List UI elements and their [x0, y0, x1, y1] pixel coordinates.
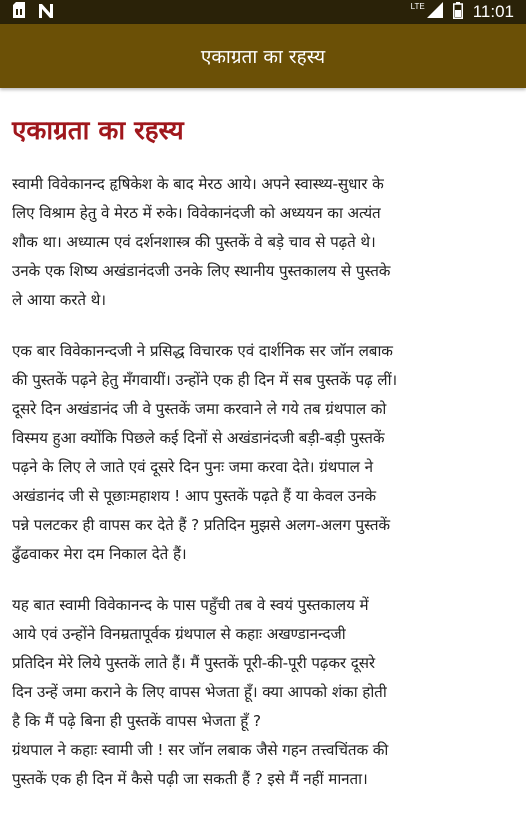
- article-paragraph: [12, 591, 518, 794]
- paragraph-line: ले आया करते थे।: [12, 291, 106, 309]
- paragraph-line: दिन उन्हें जमा कराने के लिए वापस भेजता हूँ। क्या आपको शंका होती: [12, 683, 387, 701]
- article-paragraph: [12, 170, 518, 315]
- paragraph-line: पन्ने पलटकर ही वापस कर देते हैं ? प्रतिदिन मुझसे अलग-अलग पुस्तकें: [12, 516, 390, 534]
- paragraph-line: ग्रंथपाल ने कहाः स्वामी जी ! सर जॉन लबाक जैसे गहन तत्त्वचिंतक की: [12, 741, 389, 759]
- app-bar: [0, 24, 526, 88]
- paragraph-line: विस्मय हुआ क्योंकि पिछले कई दिनों से अखंडानंदजी बड़ी-बड़ी पुस्तकें: [12, 429, 385, 447]
- battery-icon: [453, 2, 463, 23]
- sim-card-icon: [12, 2, 26, 22]
- paragraph-line: प्रतिदिन मेरे लिये पुस्तकें लाते हैं। मैं पुस्तकें पूरी-की-पूरी पढ़कर दूसरे: [12, 654, 375, 672]
- paragraph-line: उनके एक शिष्य अखंडानंदजी उनके लिए स्थानीय पुस्तकालय से पुस्तके: [12, 262, 391, 280]
- paragraph-line: है कि मैं पढ़े बिना ही पुस्तकें वापस भेजता हूँ ?: [12, 712, 261, 730]
- notification-n-icon: [38, 3, 54, 22]
- paragraph-line: ढुँढवाकर मेरा दम निकाल देते हैं।: [12, 545, 187, 563]
- paragraph-line: अखंडानंद जी से पूछाःमहाशय ! आप पुस्तकें पढ़ते हैं या केवल उनके: [12, 487, 376, 505]
- paragraph-line: पढ़ने के लिए ले जाते एवं दूसरे दिन पुनः जमा करवा देते। ग्रंथपाल ने: [12, 458, 373, 476]
- paragraph-line: लिए विश्राम हेतु वे मेरठ में रुके। विवेकानंदजी को अध्ययन का अत्यंत: [12, 204, 381, 222]
- status-bar: [0, 0, 526, 24]
- article-paragraph: [12, 337, 518, 569]
- article-title: एकाग्रता का रहस्य: [12, 116, 184, 146]
- paragraph-line: शौक था। अध्यात्म एवं दर्शनशास्त्र की पुस्तकें वे बड़े चाव से पढ़ते थे।: [12, 233, 376, 251]
- paragraph-line: दूसरे दिन अखंडानंद जी वे पुस्तकें जमा करवाने ले गये तब ग्रंथपाल को: [12, 400, 387, 418]
- paragraph-line: पुस्तकें एक ही दिन में कैसे पढ़ी जा सकती हैं ? इसे मैं नहीं मानता।: [12, 770, 368, 788]
- paragraph-line: एक बार विवेकानन्दजी ने प्रसिद्ध विचारक एवं दार्शनिक सर जॉन लबाक: [12, 342, 393, 360]
- signal-icon: [427, 2, 443, 22]
- app-bar-title: एकाग्रता का रहस्य: [200, 46, 326, 68]
- paragraph-line: यह बात स्वामी विवेकानन्द के पास पहुँची तब वे स्वयं पुस्तकालय में: [12, 596, 369, 614]
- paragraph-line: स्वामी विवेकानन्द हृषिकेश के बाद मेरठ आये। अपने स्वास्थ्य-सुधार के: [12, 175, 384, 193]
- article-content[interactable]: [12, 104, 518, 816]
- clock-time: 11:01: [472, 2, 514, 21]
- paragraph-line: की पुस्तकें पढ़ने हेतु मँगवायीं। उन्होंने एक ही दिन में सब पुस्तकें पढ़ लीं।: [12, 371, 398, 389]
- paragraph-line: आये एवं उन्होंने विनम्रतापूर्वक ग्रंथपाल से कहाः अखण्डानन्दजी: [12, 625, 346, 643]
- status-bar-left: [12, 2, 54, 22]
- network-type-label: LTE: [410, 2, 425, 11]
- status-bar-right: [411, 2, 514, 23]
